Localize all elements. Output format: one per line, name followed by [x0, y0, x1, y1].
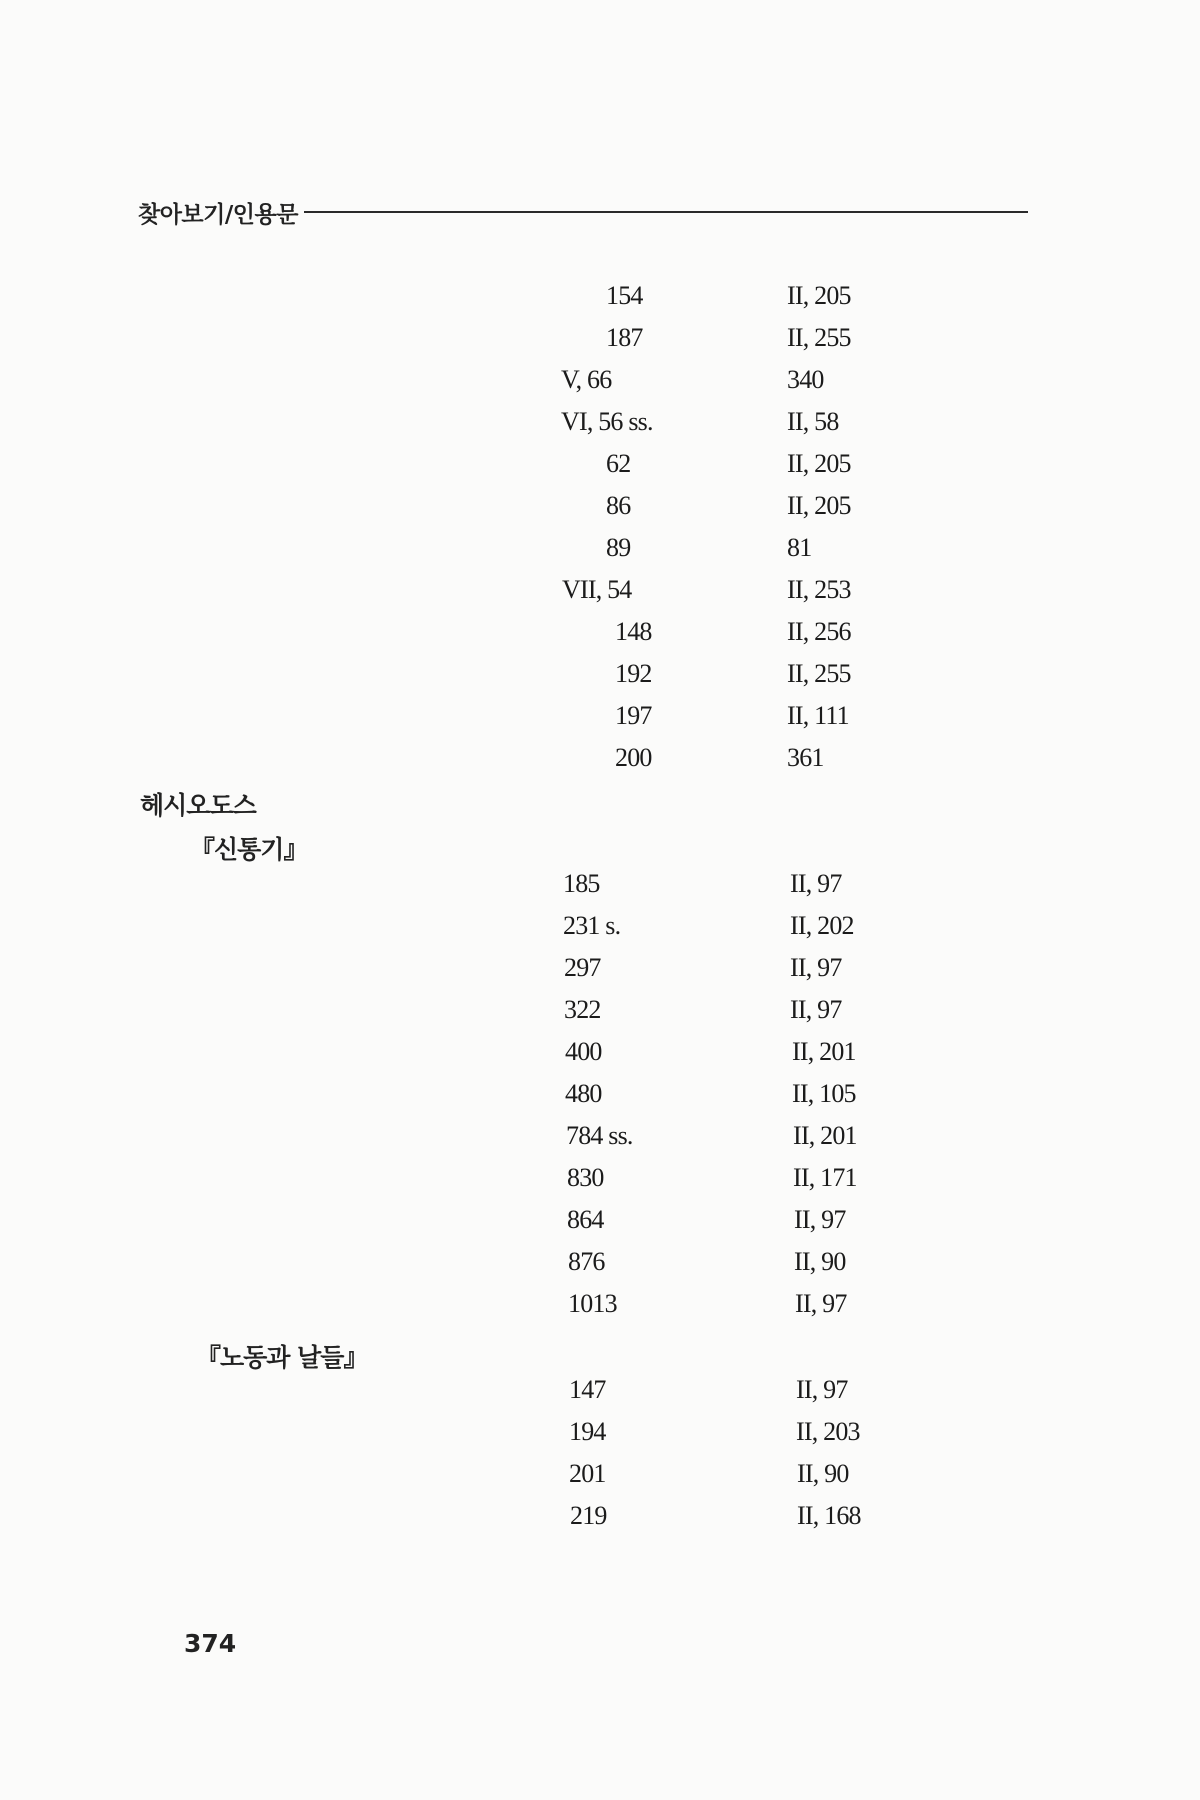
index-row: [0, 950, 1200, 986]
running-header-title: 찾아보기/인용문: [138, 201, 298, 228]
index-row: [0, 908, 1200, 944]
page-ref: II, 253: [787, 575, 851, 604]
page-ref: II, 205: [787, 281, 851, 310]
index-row: [0, 1414, 1200, 1450]
page-ref: 81: [787, 533, 812, 562]
page-ref: II, 97: [790, 953, 842, 982]
passage-ref: 200: [615, 743, 652, 772]
header-rule: [304, 211, 1028, 213]
passage-ref: 864: [567, 1205, 604, 1234]
passage-ref: VI, 56 ss.: [561, 407, 653, 436]
page-ref: II, 255: [787, 323, 851, 352]
index-row: [0, 698, 1200, 734]
passage-ref: 192: [615, 659, 652, 688]
page-ref: II, 97: [790, 869, 842, 898]
index-row: [0, 1286, 1200, 1322]
index-row: [0, 1372, 1200, 1408]
passage-ref: 154: [606, 281, 643, 310]
index-row: [0, 320, 1200, 356]
index-row: [0, 614, 1200, 650]
passage-ref: 400: [565, 1037, 602, 1066]
passage-ref: 784 ss.: [566, 1121, 633, 1150]
passage-ref: 62: [606, 449, 631, 478]
page-ref: II, 256: [787, 617, 851, 646]
index-row: [0, 1118, 1200, 1154]
index-row: [0, 656, 1200, 692]
index-row: [0, 530, 1200, 566]
passage-ref: 147: [569, 1375, 606, 1404]
work-title: 『신통기』: [190, 835, 308, 864]
index-row: [0, 866, 1200, 902]
page-ref: II, 90: [797, 1459, 849, 1488]
page-ref: II, 201: [792, 1037, 856, 1066]
index-row: [0, 1160, 1200, 1196]
passage-ref: 148: [615, 617, 652, 646]
index-row: [0, 362, 1200, 398]
passage-ref: 876: [568, 1247, 605, 1276]
index-row: [0, 572, 1200, 608]
index-row: [0, 740, 1200, 776]
passage-ref: 297: [564, 953, 601, 982]
passage-ref: 187: [606, 323, 643, 352]
passage-ref: 197: [615, 701, 652, 730]
passage-ref: 480: [565, 1079, 602, 1108]
page-ref: II, 111: [787, 701, 849, 730]
passage-ref: 89: [606, 533, 631, 562]
page-ref: II, 58: [787, 407, 839, 436]
passage-ref: V, 66: [561, 365, 612, 394]
page-ref: 361: [787, 743, 824, 772]
author-heading: 헤시오도스: [140, 791, 256, 820]
index-row: [0, 1034, 1200, 1070]
page-ref: II, 202: [790, 911, 854, 940]
page-ref: II, 171: [793, 1163, 857, 1192]
page-ref: II, 255: [787, 659, 851, 688]
page-ref: II, 201: [793, 1121, 857, 1150]
running-header: [138, 196, 1028, 228]
passage-ref: 1013: [568, 1289, 617, 1318]
index-row: [0, 1202, 1200, 1238]
passage-ref: 231 s.: [563, 911, 621, 940]
index-row: [0, 446, 1200, 482]
passage-ref: 201: [569, 1459, 606, 1488]
passage-ref: 86: [606, 491, 631, 520]
page-ref: II, 97: [794, 1205, 846, 1234]
passage-ref: 185: [563, 869, 600, 898]
page-ref: II, 168: [797, 1501, 861, 1530]
index-row: [0, 992, 1200, 1028]
index-row: [0, 488, 1200, 524]
page-ref: II, 97: [796, 1375, 848, 1404]
index-row: [0, 404, 1200, 440]
page-ref: 340: [787, 365, 824, 394]
work-title: 『노동과 날들』: [196, 1343, 368, 1372]
passage-ref: 194: [569, 1417, 606, 1446]
passage-ref: VII, 54: [562, 575, 632, 604]
page-ref: II, 97: [790, 995, 842, 1024]
page-ref: II, 205: [787, 449, 851, 478]
index-row: [0, 1456, 1200, 1492]
page-ref: II, 97: [795, 1289, 847, 1318]
page-ref: II, 205: [787, 491, 851, 520]
index-row: [0, 1076, 1200, 1112]
index-row: [0, 1498, 1200, 1534]
page-ref: II, 203: [796, 1417, 860, 1446]
page-ref: II, 90: [794, 1247, 846, 1276]
page-number: 374: [184, 1629, 237, 1658]
page-ref: II, 105: [792, 1079, 856, 1108]
passage-ref: 830: [567, 1163, 604, 1192]
passage-ref: 322: [564, 995, 601, 1024]
passage-ref: 219: [570, 1501, 607, 1530]
index-row: [0, 1244, 1200, 1280]
index-row: [0, 278, 1200, 314]
